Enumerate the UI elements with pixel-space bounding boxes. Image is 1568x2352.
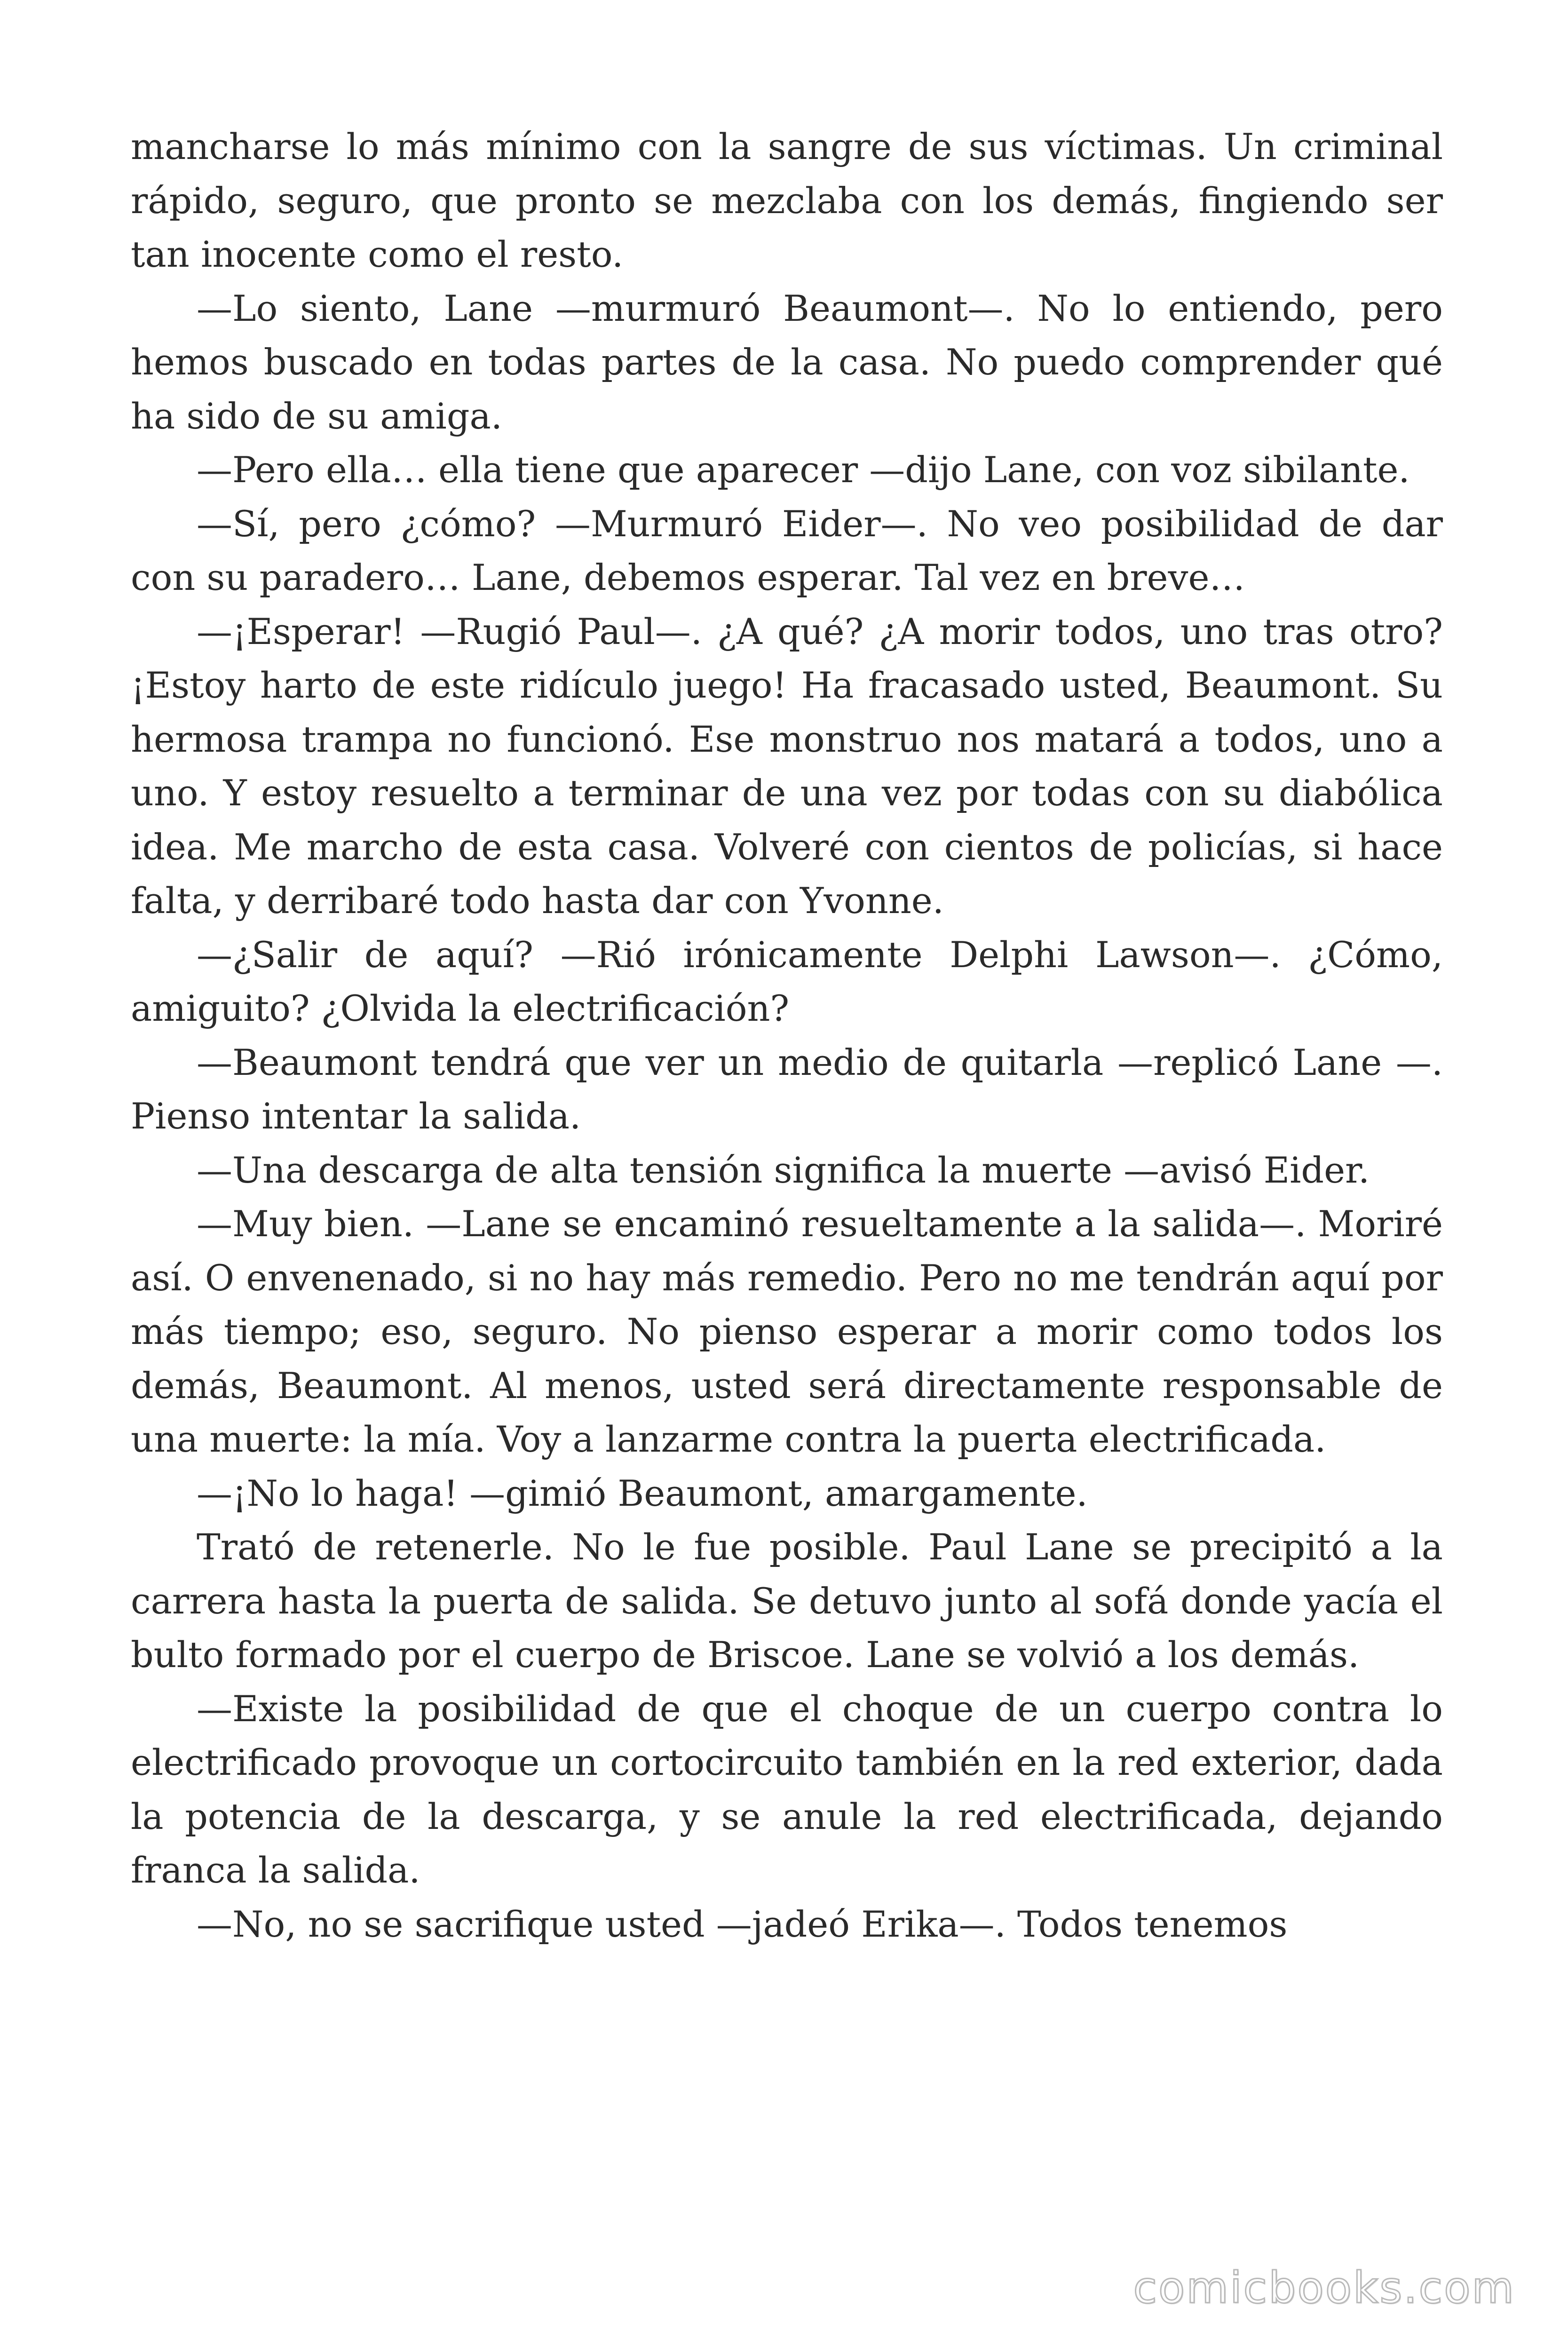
paragraph: —Beaumont tendrá que ver un medio de quitarla —replicó Lane —. Pienso intentar la salida. <box>131 1041 1443 1137</box>
paragraph: —Sí, pero ¿cómo? —Murmuró Eider—. No veo posibilidad de dar con su paradero… Lane, debemos esperar. Tal vez en breve… <box>131 502 1443 598</box>
paragraph: —Pero ella… ella tiene que aparecer —dijo Lane, con voz sibilante. <box>197 449 1410 491</box>
paragraph: —Existe la posibilidad de que el choque de un cuerpo contra lo electrificado provoque un cortocircuito también en la red exterior, dada la potencia de la descarga, y se anule la red electrificada, dejando franca la salida. <box>131 1687 1443 1891</box>
body-text <box>131 120 1443 1951</box>
paragraph-continuation: mancharse lo más mínimo con la sangre de sus víctimas. Un criminal rápido, seguro, que pronto se mezclaba con los demás, fingiendo ser tan inocente como el resto. <box>131 126 1443 275</box>
paragraph: —Lo siento, Lane —murmuró Beaumont—. No lo entiendo, pero hemos buscado en todas partes de la casa. No puedo comprender qué ha sido de su amiga. <box>131 287 1443 437</box>
watermark: comicbooks.com <box>1133 2263 1515 2313</box>
paragraph: —Muy bien. —Lane se encaminó resueltamente a la salida—. Moriré así. O envenenado, si no hay más remedio. Pero no me tendrán aquí por más tiempo; eso, seguro. No pienso esperar a morir como todos los demás, Beaumont. Al menos, usted será directamente responsable de una muerte: la mía. Voy a lanzarme contra la puerta electrificada. <box>131 1203 1443 1460</box>
paragraph: —¡No lo haga! —gimió Beaumont, amargamente. <box>197 1472 1088 1514</box>
paragraph: —Una descarga de alta tensión significa la muerte —avisó Eider. <box>197 1149 1370 1191</box>
paragraph: Trató de retenerle. No le fue posible. Paul Lane se precipitó a la carrera hasta la puerta de salida. Se detuvo junto al sofá donde yacía el bulto formado por el cuerpo de Briscoe. Lane se volvió a los demás. <box>131 1526 1443 1676</box>
paragraph: —¿Salir de aquí? —Rió irónicamente Delphi Lawson—. ¿Cómo, amiguito? ¿Olvida la electrificación? <box>131 933 1443 1029</box>
paragraph: —¡Esperar! —Rugió Paul—. ¿A qué? ¿A morir todos, uno tras otro? ¡Estoy harto de este ridículo juego! Ha fracasado usted, Beaumont. Su hermosa trampa no funcionó. Ese monstruo nos matará a todos, uno a uno. Y estoy resuelto a terminar de una vez por todas con su diabólica idea. Me marcho de esta casa. Volveré con cientos de policías, si hace falta, y derribaré todo hasta dar con Yvonne. <box>131 610 1443 922</box>
paragraph-last: —No, no se sacrifique usted —jadeó Erika—. Todos tenemos <box>197 1903 1288 1945</box>
